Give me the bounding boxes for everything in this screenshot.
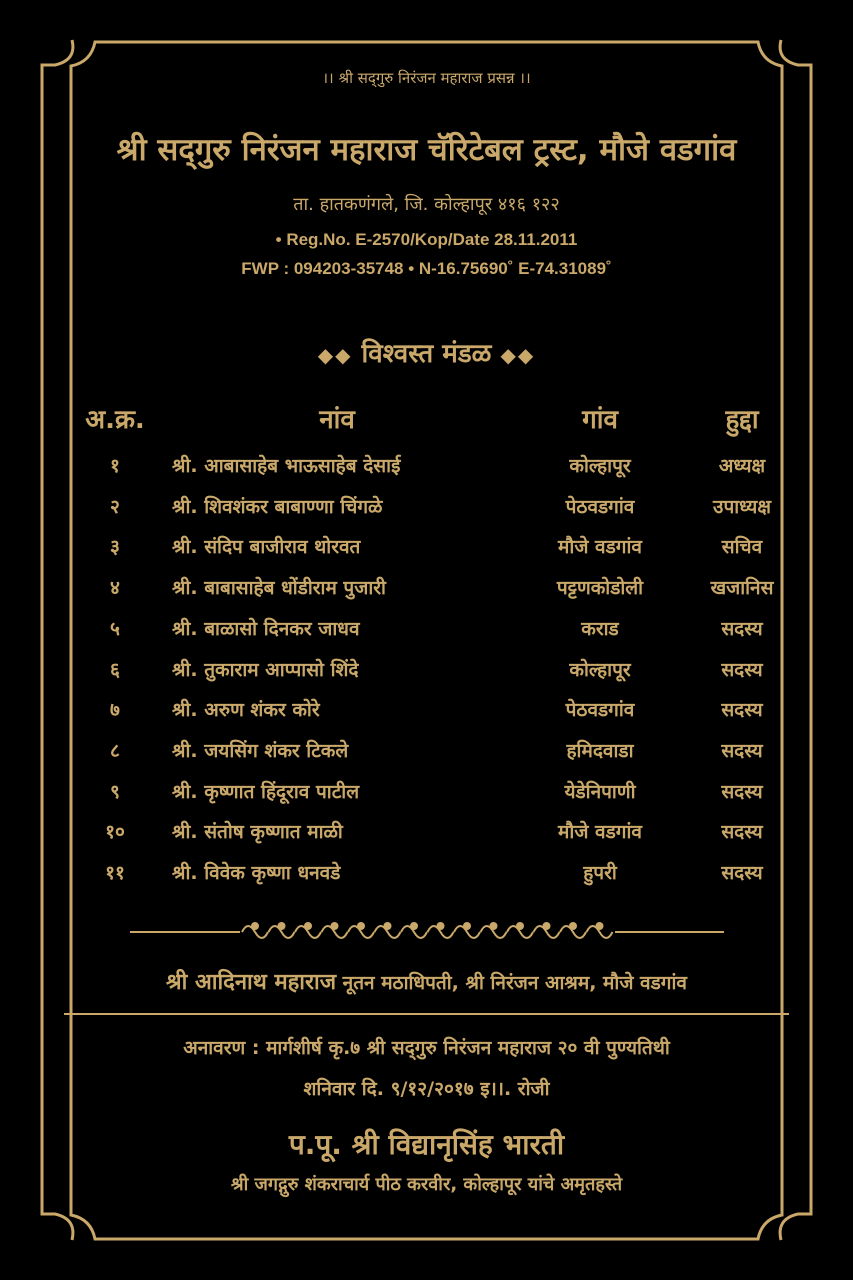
table-row xyxy=(0,696,853,732)
member-sr: ९ xyxy=(110,780,120,803)
member-village: कोल्हापूर xyxy=(569,658,631,681)
member-post: खजानिस xyxy=(710,577,774,600)
header-post: हुद्दा xyxy=(725,405,759,435)
board-title-text: विश्वस्त मंडळ xyxy=(361,339,492,369)
member-name: श्री. तुकाराम आप्पासो शिंदे xyxy=(172,658,359,681)
table-row xyxy=(0,493,853,529)
member-village: हुपरी xyxy=(583,862,617,884)
member-name: श्री. बाळासो दिनकर जाधव xyxy=(172,617,360,640)
member-village: हमिदवाडा xyxy=(566,739,634,762)
table-row xyxy=(0,574,853,610)
unveiling-date: शनिवार दि. ९/१२/२०१७ इ।।. रोजी xyxy=(303,1078,550,1100)
table-row xyxy=(0,859,853,895)
member-village: येडेनिपाणी xyxy=(564,780,636,803)
member-name: श्री. अरुण शंकर कोरे xyxy=(172,699,320,722)
table-row xyxy=(0,737,853,773)
member-village: मौजे वडगांव xyxy=(558,536,642,559)
table-row xyxy=(0,656,853,692)
member-post: अध्यक्ष xyxy=(718,455,766,477)
member-village: मौजे वडगांव xyxy=(558,821,642,844)
member-village: पेठवडगांव xyxy=(565,699,635,722)
member-name: श्री. संतोष कृष्णात माळी xyxy=(172,821,343,844)
header-sr: अ.क्र. xyxy=(85,405,145,435)
table-row xyxy=(0,818,853,854)
member-post: उपाध्यक्ष xyxy=(713,495,771,518)
member-village: पट्टणकोडोली xyxy=(556,577,644,600)
mahant-line xyxy=(0,966,853,996)
table-row xyxy=(0,615,853,651)
header-name: नांव xyxy=(319,405,355,435)
member-post: सदस्य xyxy=(721,699,763,722)
member-post: सदस्य xyxy=(721,739,763,762)
mahant-title: नूतन मठाधिपती, श्री निरंजन आश्रम, मौजे वडगांव xyxy=(342,972,687,994)
member-sr: ५ xyxy=(110,617,120,640)
ornamental-divider xyxy=(0,918,853,948)
member-sr: ४ xyxy=(110,577,120,600)
member-sr: ११ xyxy=(105,862,125,884)
member-name: श्री. शिवशंकर बाबाण्णा चिंगळे xyxy=(172,495,383,518)
member-name: श्री. बाबासाहेब धोंडीराम पुजारी xyxy=(172,577,386,600)
board-title xyxy=(0,334,853,370)
member-post: सदस्य xyxy=(721,862,763,884)
trust-name: श्री सद्‌गुरु निरंजन महाराज चॅरिटेबल ट्रस्ट, मौजे वडगांव xyxy=(116,132,737,168)
guest-title: श्री जगद्गुरु शंकराचार्य पीठ करवीर, कोल्हापूर यांचे अमृतहस्ते xyxy=(230,1174,623,1195)
member-name: श्री. जयसिंग शंकर टिकले xyxy=(172,739,349,762)
member-village: कराड xyxy=(581,617,619,640)
member-sr: १० xyxy=(105,821,125,844)
diamond-right-icon: ◆◆ xyxy=(500,343,536,367)
member-sr: २ xyxy=(110,495,120,518)
member-name: श्री. संदिप बाजीराव थोरवत xyxy=(172,536,361,559)
table-row xyxy=(0,452,853,488)
member-post: सदस्य xyxy=(721,821,763,844)
member-post: सदस्य xyxy=(721,658,763,681)
registration-number: • Reg.No. E-2570/Kop/Date 28.11.2011 xyxy=(275,230,578,249)
contact-coordinates: FWP : 094203-35748 • N-16.75690˚ E-74.31089˚ xyxy=(241,259,612,278)
header-village: गांव xyxy=(582,405,618,435)
member-sr: ६ xyxy=(110,658,120,681)
member-name: श्री. आबासाहेब भाऊसाहेब देसाई xyxy=(172,455,401,477)
member-post: सचिव xyxy=(721,536,763,559)
unveiling-occasion: अनावरण : मार्गशीर्ष कृ.७ श्री सद्‌गुरु निरंजन महाराज २० वी पुण्यतिथी xyxy=(183,1037,670,1059)
trust-address: ता. हातकणंगले, जि. कोल्हापूर ४१६ १२२ xyxy=(293,194,560,215)
member-post: सदस्य xyxy=(721,780,763,803)
guest-name: प.पू. श्री विद्यानृसिंह भारती xyxy=(288,1128,565,1161)
table-row xyxy=(0,778,853,814)
table-row xyxy=(0,533,853,569)
member-post: सदस्य xyxy=(721,617,763,640)
member-village: कोल्हापूर xyxy=(569,455,631,477)
diamond-left-icon: ◆◆ xyxy=(317,343,353,367)
invocation-line: ।। श्री सद्‌गुरु निरंजन महाराज प्रसन्न ।। xyxy=(322,69,531,87)
member-sr: ८ xyxy=(110,739,120,762)
member-sr: ७ xyxy=(110,699,120,722)
member-sr: ३ xyxy=(110,536,120,559)
member-name: श्री. विवेक कृष्णा धनवडे xyxy=(172,862,341,884)
member-village: पेठवडगांव xyxy=(565,495,635,518)
member-sr: १ xyxy=(110,455,120,477)
member-name: श्री. कृष्णात हिंदूराव पाटील xyxy=(172,780,360,803)
mahant-name: श्री आदिनाथ महाराज xyxy=(166,970,337,995)
